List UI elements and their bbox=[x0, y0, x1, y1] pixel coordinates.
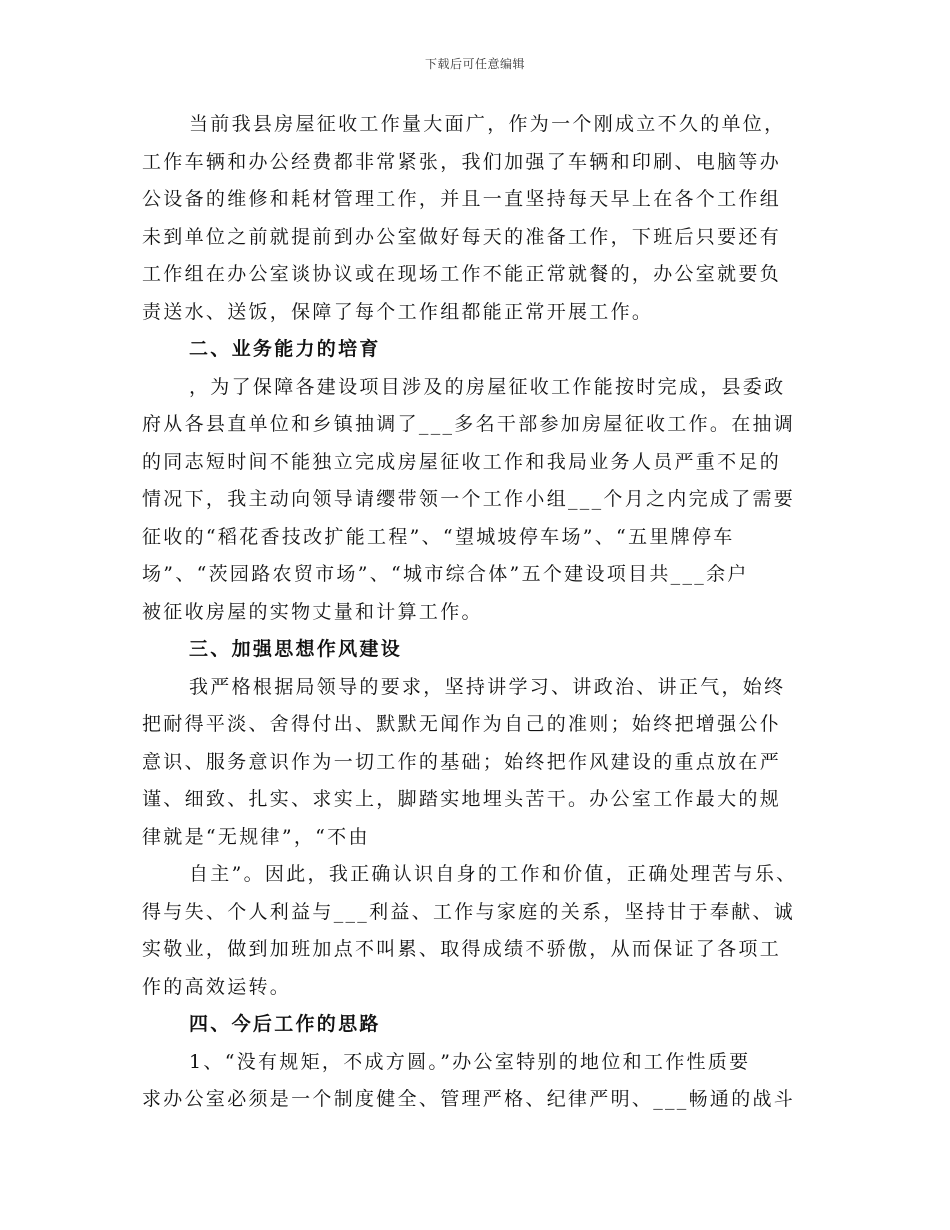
section-heading: 二、业务能力的培育 bbox=[189, 338, 381, 360]
text-line: 的同志短时间不能独立完成房屋征收工作和我局业务人员严重不足的 bbox=[142, 450, 782, 473]
text-line: 律就是“无规律”，“不由 bbox=[142, 825, 370, 848]
text-line: 作的高效运转。 bbox=[142, 975, 292, 998]
text-line: 工作车辆和办公经费都非常紧张，我们加强了车辆和印刷、电脑等办 bbox=[142, 150, 782, 173]
text-line: 征收的“稻花香技改扩能工程”、“望城坡停车场”、“五里牌停车 bbox=[142, 525, 735, 548]
text-line: 工作组在办公室谈协议或在现场工作不能正常就餐的，办公室就要负 bbox=[142, 263, 782, 285]
page-header: 下载后可任意编辑 bbox=[424, 57, 525, 71]
text-line: 府从各县直单位和乡镇抽调了___多名干部参加房屋征收工作。在抽调 bbox=[142, 413, 796, 435]
text-line: 场”、“茨园路农贸市场”、“城市综合体”五个建设项目共___余户 bbox=[142, 563, 749, 585]
section-heading: 四、今后工作的思路 bbox=[189, 1013, 381, 1035]
text-line: 意识、服务意识作为一切工作的基础；始终把作风建设的重点放在严 bbox=[142, 750, 782, 773]
text-line: 公设备的维修和耗材管理工作，并且一直坚持每天早上在各个工作组 bbox=[142, 188, 782, 210]
text-line: 当前我县房屋征收工作量大面广，作为一个刚成立不久的单位， bbox=[189, 113, 786, 135]
text-line: 谨、细致、扎实、求实上，脚踏实地埋头苦干。办公室工作最大的规 bbox=[142, 788, 782, 810]
text-line: 1、“没有规矩，不成方圆。”办公室特别的地位和工作性质要 bbox=[189, 1050, 751, 1073]
text-line: 自主”。因此，我正确认识自身的工作和价值，正确处理苦与乐、 bbox=[189, 863, 798, 885]
document-body bbox=[142, 106, 810, 1119]
text-line: 情况下，我主动向领导请缨带领一个工作小组___个月之内完成了需要 bbox=[142, 488, 796, 510]
text-line: 求办公室必须是一个制度健全、管理严格、纪律严明、___畅通的战斗 bbox=[142, 1088, 796, 1110]
text-line: 未到单位之前就提前到办公室做好每天的准备工作，下班后只要还有 bbox=[142, 225, 782, 248]
text-line: 责送水、送饭，保障了每个工作组都能正常开展工作。 bbox=[142, 300, 654, 323]
text-line: ，为了保障各建设项目涉及的房屋征收工作能按时完成，县委政 bbox=[189, 375, 786, 398]
text-line: 把耐得平淡、舍得付出、默默无闻作为自己的准则；始终把增强公仆 bbox=[142, 713, 782, 735]
text-line: 得与失、个人利益与___利益、工作与家庭的关系，坚持甘于奉献、诚 bbox=[142, 900, 796, 923]
text-line: 我严格根据局领导的要求，坚持讲学习、讲政治、讲正气，始终 bbox=[189, 675, 786, 698]
text-line: 实敬业，做到加班加点不叫累、取得成绩不骄傲，从而保证了各项工 bbox=[142, 938, 782, 960]
text-line: 被征收房屋的实物丈量和计算工作。 bbox=[142, 600, 483, 623]
section-heading: 三、加强思想作风建设 bbox=[189, 638, 403, 660]
